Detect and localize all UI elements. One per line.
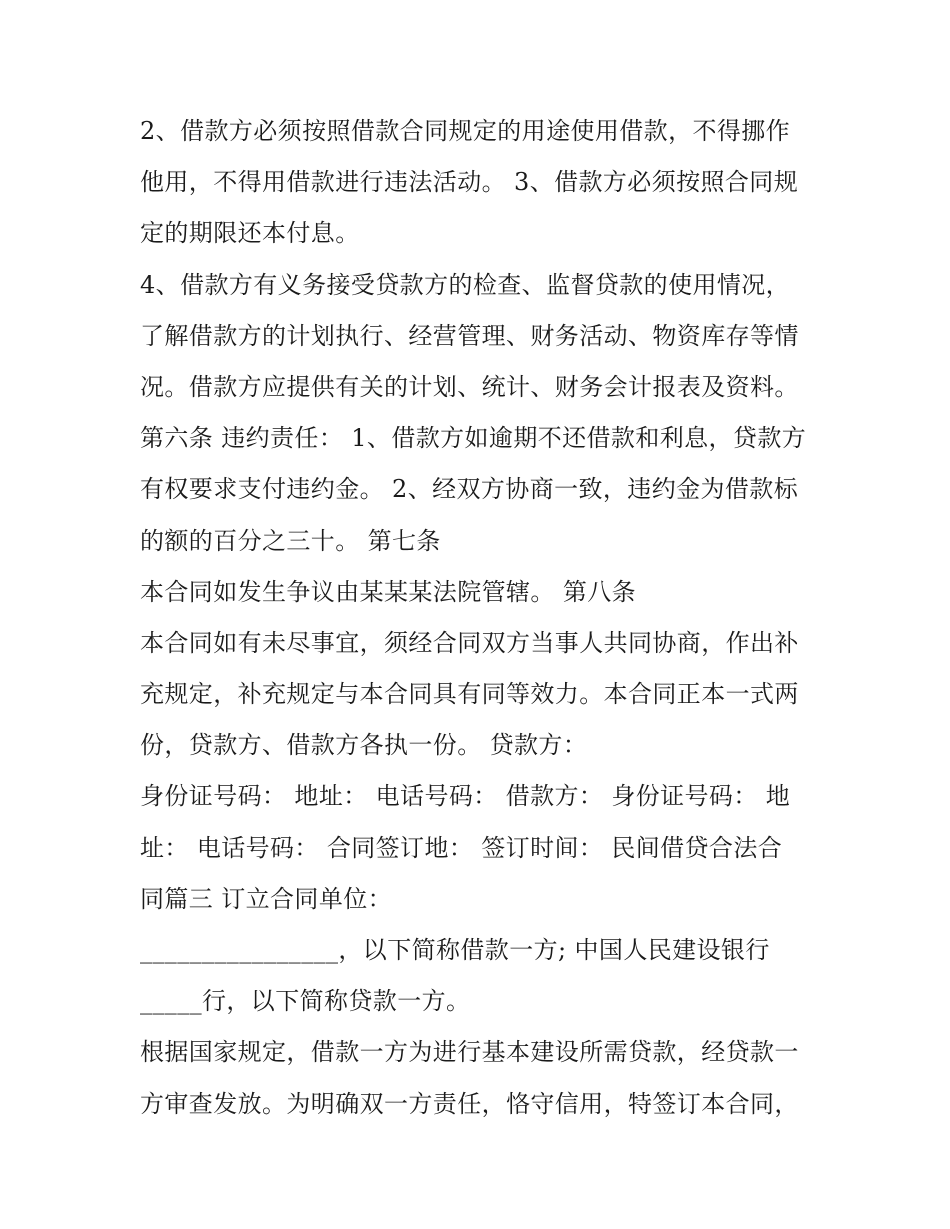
text-line: 本合同如有未尽事宜，须经合同双方当事人共同协商，作出补 [140, 628, 799, 657]
document-body [140, 106, 820, 1130]
text-line: 定的期限还本付息。 [140, 219, 360, 248]
text-line: 有权要求支付违约金。 2、经双方协商一致，违约金为借款标 [140, 475, 799, 504]
text-line: 身份证号码： 地址： 电话号码： 借款方： 身份证号码： 地 [140, 782, 791, 811]
text-line: 第六条 违约责任： 1、借款方如逾期不还借款和利息，贷款方 [140, 424, 807, 453]
text-line: 充规定，补充规定与本合同具有同等效力。本合同正本一式两 [140, 680, 799, 709]
text-line: 方审查发放。为明确双一方责任，恪守信用，特签订本合同， [140, 1089, 799, 1118]
text-line: 况。借款方应提供有关的计划、统计、财务会计报表及资料。 [140, 372, 799, 401]
text-line: 4、借款方有义务接受贷款方的检查、监督贷款的使用情况， [140, 270, 791, 299]
text-line: ________________，以下简称借款一方; 中国人民建设银行 [140, 936, 770, 964]
text-line: 他用，不得用借款进行违法活动。 3、借款方必须按照合同规 [140, 168, 799, 197]
text-line: 本合同如发生争议由某某某法院管辖。 第八条 [140, 577, 637, 606]
text-line: 同篇三 订立合同单位： [140, 884, 393, 913]
text-line: 份，贷款方、借款方各执一份。 贷款方： [140, 731, 588, 760]
text-line: 了解借款方的计划执行、经营管理、财务活动、物资库存等情 [140, 321, 799, 350]
text-line: 址： 电话号码： 合同签订地： 签订时间： 民间借贷合法合 [140, 833, 783, 862]
text-line: 根据国家规定，借款一方为进行基本建设所需贷款，经贷款一 [140, 1038, 799, 1067]
text-line: _____行，以下简称贷款一方。 [140, 987, 471, 1016]
text-line: 2、借款方必须按照借款合同规定的用途使用借款，不得挪作 [140, 117, 791, 145]
text-line: 的额的百分之三十。 第七条 [140, 526, 441, 555]
